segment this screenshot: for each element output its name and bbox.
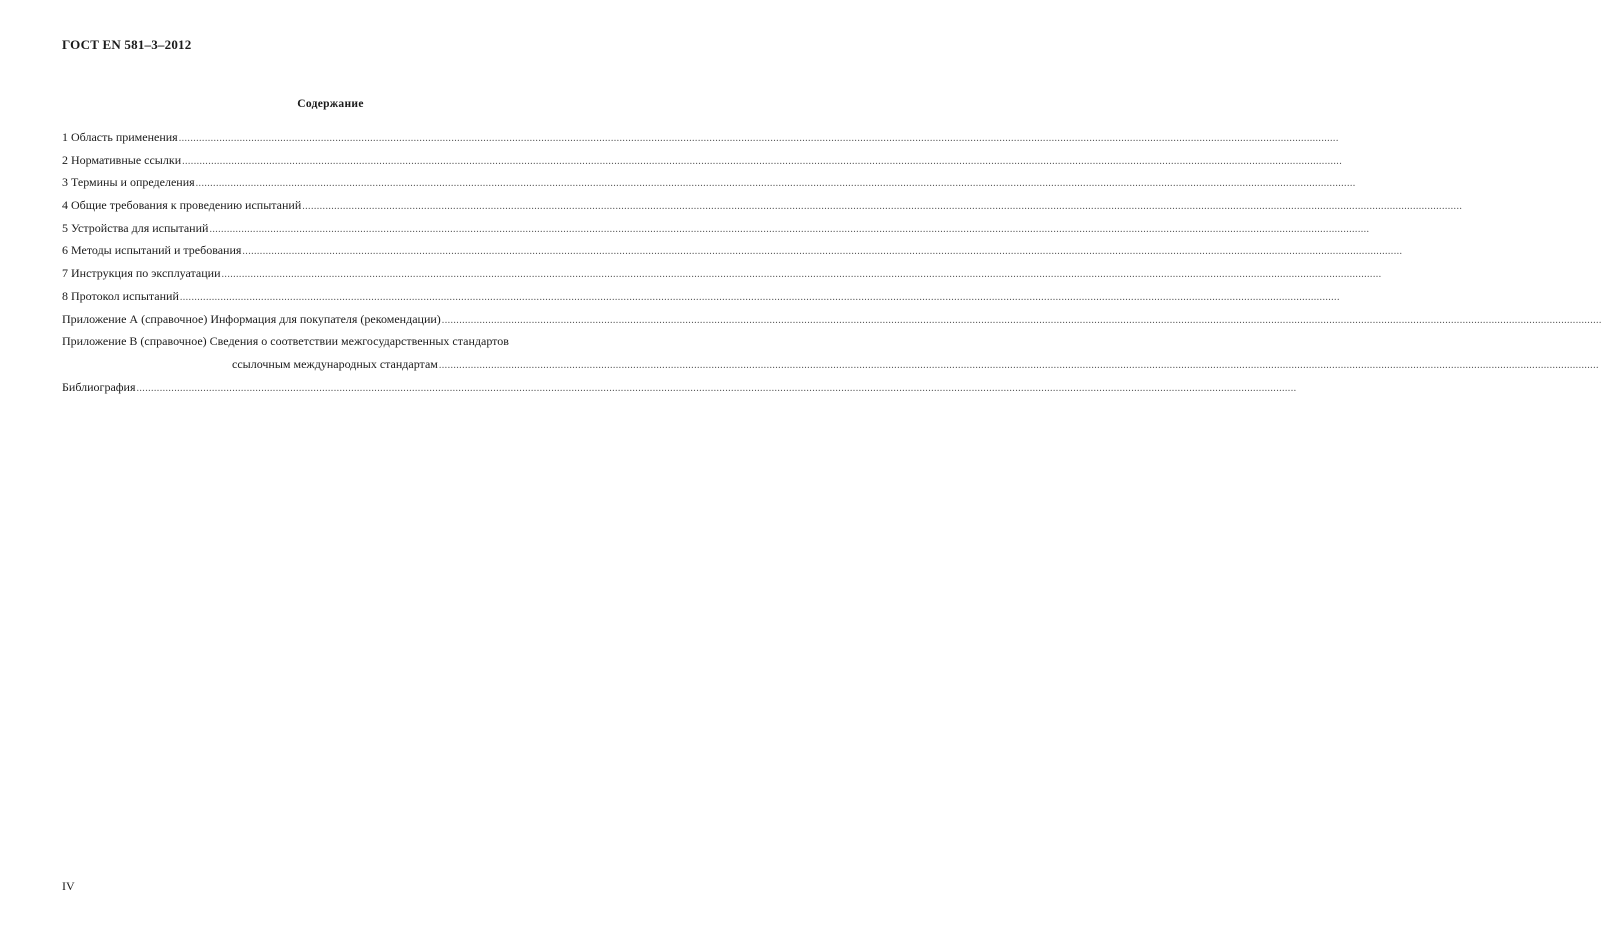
toc-entry-label: 7 Инструкция по эксплуатации (62, 266, 221, 281)
dot-leader: ................................................................................................................................................................................................................................................................................................................................................................................................................ (441, 314, 1602, 326)
dot-leader: ................................................................................................................................................................................................................................................................................................................................................................................................................ (179, 291, 1340, 303)
toc-entry-instructions[interactable] (62, 262, 1382, 285)
toc-entry-label: 2 Нормативные ссылки (62, 152, 182, 167)
toc-entry-test-report[interactable] (62, 285, 1340, 308)
toc-title: Содержание (297, 98, 364, 110)
toc-entry-annex-a[interactable] (62, 308, 1602, 331)
toc-entry-normative-references[interactable] (62, 149, 1343, 172)
dot-leader: ................................................................................................................................................................................................................................................................................................................................................................................................................ (438, 359, 1599, 371)
toc-entry-terms[interactable] (62, 171, 1356, 194)
dot-leader: ................................................................................................................................................................................................................................................................................................................................................................................................................ (182, 155, 1343, 167)
toc-entry-label: 1 Область применения (62, 130, 178, 144)
toc-entry-scope[interactable] (62, 126, 1339, 149)
toc-entry-test-devices[interactable] (62, 217, 1370, 240)
toc-entry-test-methods[interactable] (62, 239, 1403, 262)
toc-entry-label: 5 Устройства для испытаний (62, 220, 209, 235)
toc-entry-label: Библиография (62, 379, 136, 394)
toc-entry-label: Приложение В (справочное) Сведения о соответствии межгосударственных стандартов (62, 334, 509, 349)
document-code: ГОСТ EN 581–3–2012 (62, 37, 192, 52)
toc-entry-label: 4 Общие требования к проведению испытаний (62, 198, 302, 213)
dot-leader: ................................................................................................................................................................................................................................................................................................................................................................................................................ (178, 133, 1339, 144)
toc-entry-label: Приложение А (справочное) Информация для покупателя (рекомендации) (62, 311, 441, 326)
toc-entry-annex-b[interactable] (62, 330, 580, 353)
dot-leader: ................................................................................................................................................................................................................................................................................................................................................................................................................ (195, 178, 1356, 190)
toc-entry-label: 6 Методы испытаний и требования (62, 243, 242, 258)
dot-leader: ................................................................................................................................................................................................................................................................................................................................................................................................................ (221, 269, 1382, 281)
toc-entry-label: 3 Термины и определения (62, 175, 195, 190)
toc-entry-annex-b-continued[interactable] (62, 353, 1599, 376)
dot-leader: ................................................................................................................................................................................................................................................................................................................................................................................................................ (136, 382, 1297, 394)
page-number: IV (62, 879, 75, 893)
table-of-contents (62, 126, 1602, 398)
dot-leader: ................................................................................................................................................................................................................................................................................................................................................................................................................ (209, 223, 1370, 235)
dot-leader: ................................................................................................................................................................................................................................................................................................................................................................................................................ (302, 201, 1463, 213)
dot-leader: ................................................................................................................................................................................................................................................................................................................................................................................................................ (242, 246, 1403, 258)
toc-entry-label: 8 Протокол испытаний (62, 288, 179, 303)
toc-entry-label: ссылочным международных стандартам (232, 356, 438, 371)
toc-entry-bibliography[interactable] (62, 376, 1297, 399)
toc-entry-general-requirements[interactable] (62, 194, 1463, 217)
